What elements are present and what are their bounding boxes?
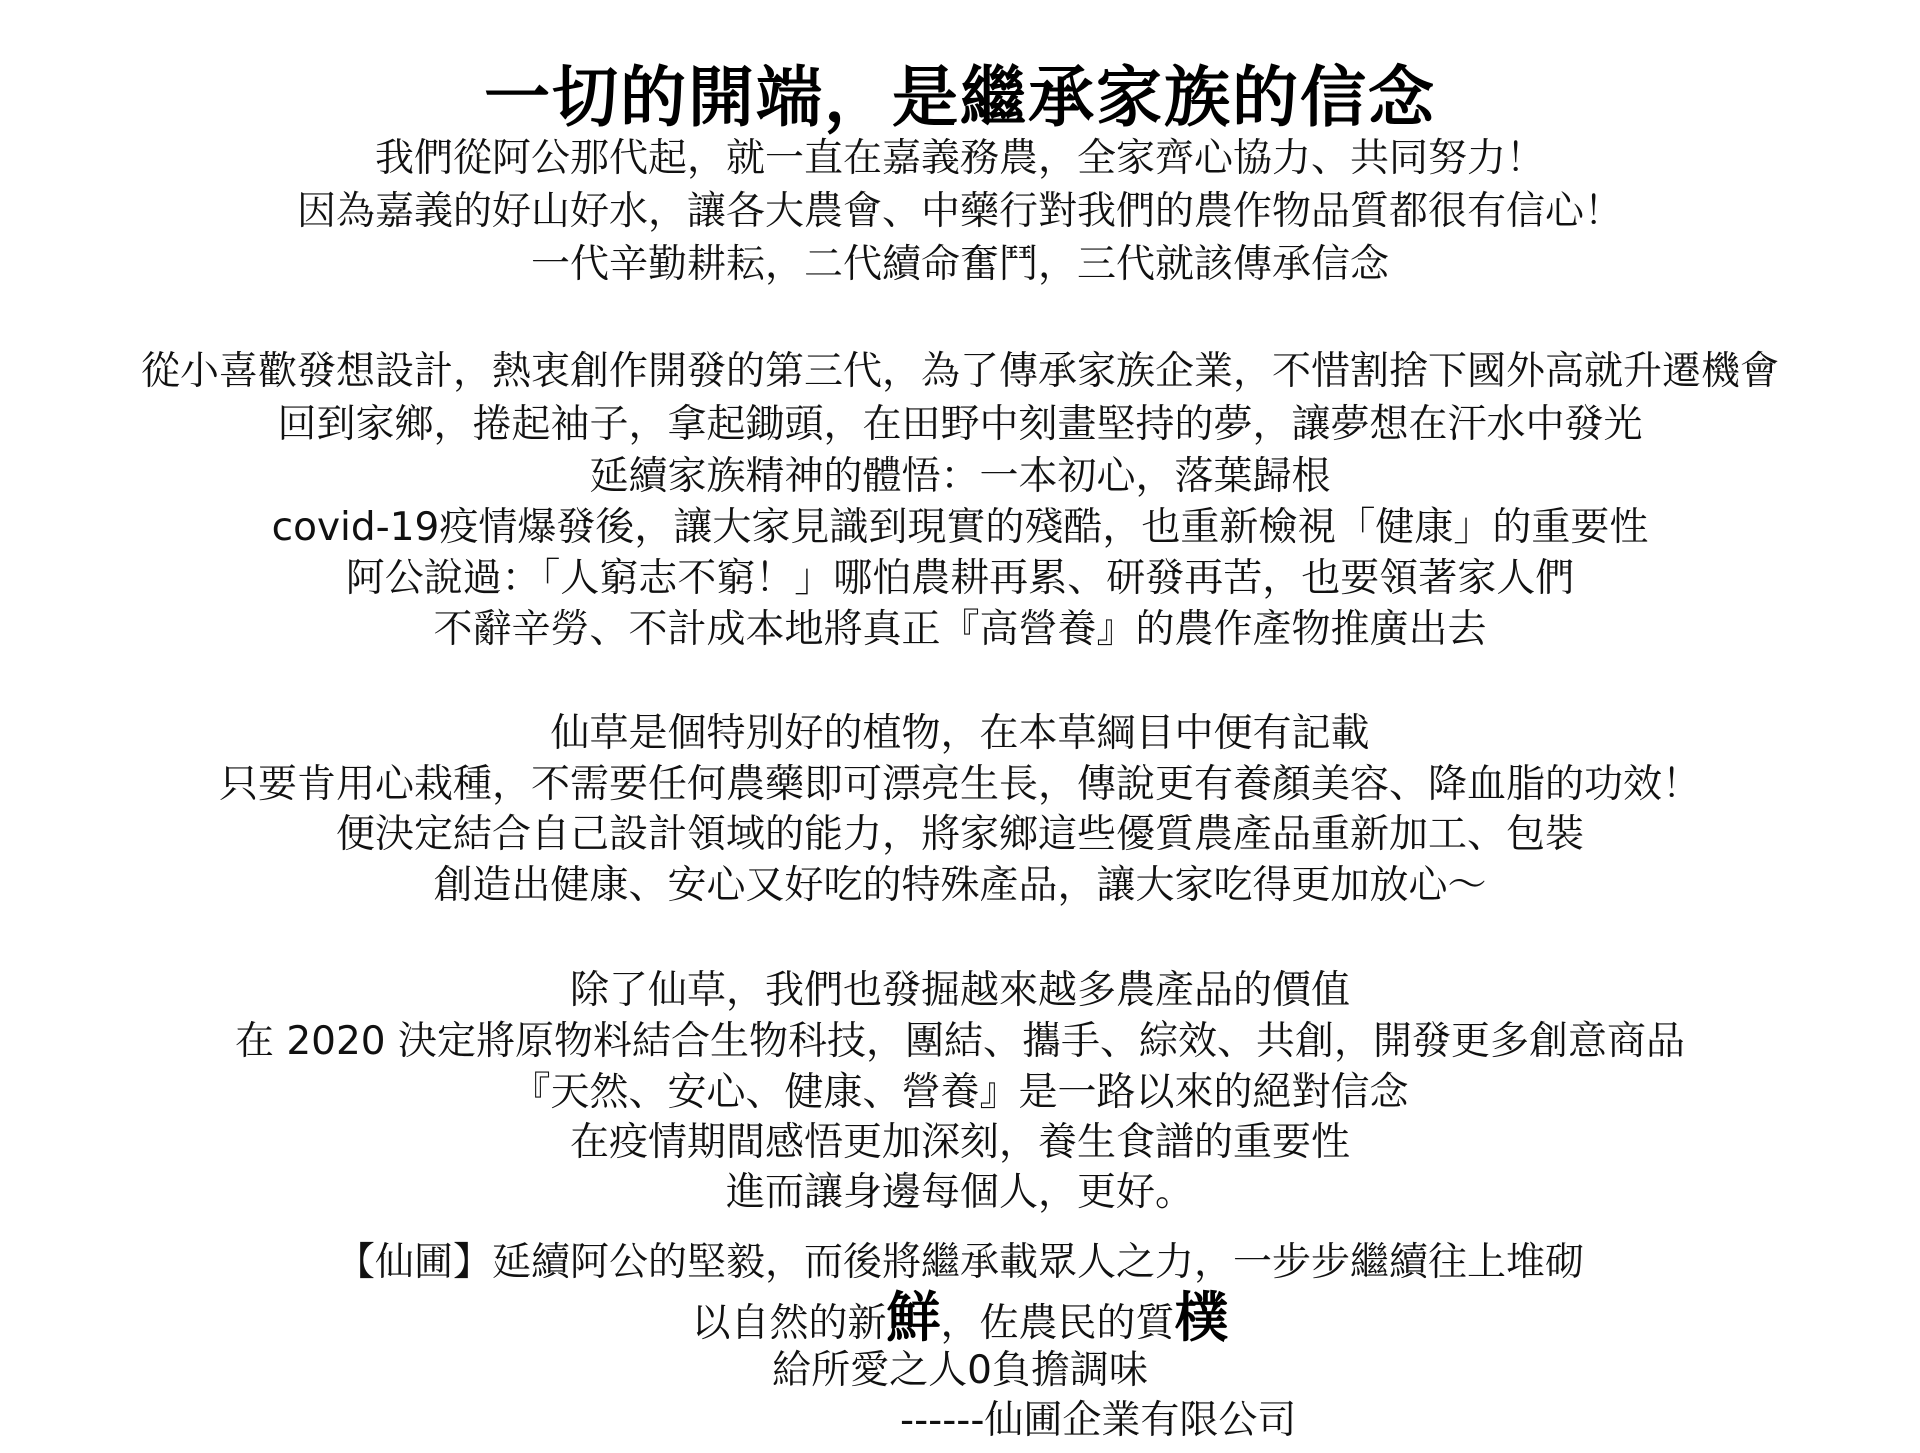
closing-line-3: 給所愛之人0負擔調味 xyxy=(772,1348,1148,1393)
closing-emphasis-fresh: 鮮 xyxy=(886,1286,941,1349)
paragraph3-line-4: 創造出健康、安心又好吃的特殊產品，讓大家吃得更加放心～ xyxy=(433,863,1487,908)
paragraph3-line-3: 便決定結合自己設計領域的能力，將家鄉這些優質農產品重新加工、包裝 xyxy=(335,812,1584,857)
paragraph2-line-3: 延續家族精神的體悟：一本初心，落葉歸根 xyxy=(589,454,1331,499)
closing-line-2 xyxy=(0,1286,1920,1350)
paragraph4-line-1: 除了仙草，我們也發掘越來越多農產品的價值 xyxy=(569,968,1350,1013)
paragraph4-line-4: 在疫情期間感悟更加深刻，養生食譜的重要性 xyxy=(569,1120,1350,1165)
closing-line-2-part2: ，佐農民的質 xyxy=(940,1301,1175,1346)
closing-emphasis-simple: 樸 xyxy=(1174,1286,1229,1349)
company-signature: ------仙圃企業有限公司 xyxy=(900,1398,1297,1443)
paragraph2-line-6: 不辭辛勞、不計成本地將真正『高營養』的農作產物推廣出去 xyxy=(433,607,1487,652)
paragraph4-line-5: 進而讓身邊每個人，更好。 xyxy=(725,1170,1194,1215)
closing-line-1: 【仙圃】延續阿公的堅毅，而後將繼承載眾人之力，一步步繼續往上堆砌 xyxy=(335,1240,1584,1285)
closing-line-2-part1: 以自然的新 xyxy=(691,1301,887,1346)
paragraph3-line-2: 只要肯用心栽種，不需要任何農藥即可漂亮生長，傳說更有養顏美容、降血脂的功效！ xyxy=(218,762,1701,807)
paragraph4-line-2: 在 2020 決定將原物料結合生物科技，團結、攜手、綜效、共創，開發更多創意商品 xyxy=(234,1019,1686,1064)
paragraph1-line-1: 我們從阿公那代起，就一直在嘉義務農，全家齊心協力、共同努力！ xyxy=(374,136,1545,181)
paragraph2-line-4: covid-19疫情爆發後，讓大家見識到現實的殘酷，也重新檢視「健康」的重要性 xyxy=(271,505,1649,550)
paragraph2-line-1: 從小喜歡發想設計，熱衷創作開發的第三代，為了傳承家族企業，不惜割捨下國外高就升遷機會 xyxy=(140,349,1779,394)
paragraph1-line-2: 因為嘉義的好山好水，讓各大農會、中藥行對我們的農作物品質都很有信心！ xyxy=(296,189,1623,234)
page-title: 一切的開端，是繼承家族的信念 xyxy=(484,59,1436,136)
paragraph2-line-5: 阿公說過：「人窮志不窮！」哪怕農耕再累、研發再苦，也要領著家人們 xyxy=(345,556,1575,601)
paragraph2-line-2: 回到家鄉，捲起袖子，拿起鋤頭，在田野中刻畫堅持的夢，讓夢想在汗水中發光 xyxy=(277,402,1643,447)
paragraph1-line-3: 一代辛勤耕耘，二代續命奮鬥，三代就該傳承信念 xyxy=(530,242,1389,287)
paragraph4-line-3: 『天然、安心、健康、營養』是一路以來的絕對信念 xyxy=(511,1070,1409,1115)
paragraph3-line-1: 仙草是個特別好的植物，在本草綱目中便有記載 xyxy=(550,711,1370,756)
